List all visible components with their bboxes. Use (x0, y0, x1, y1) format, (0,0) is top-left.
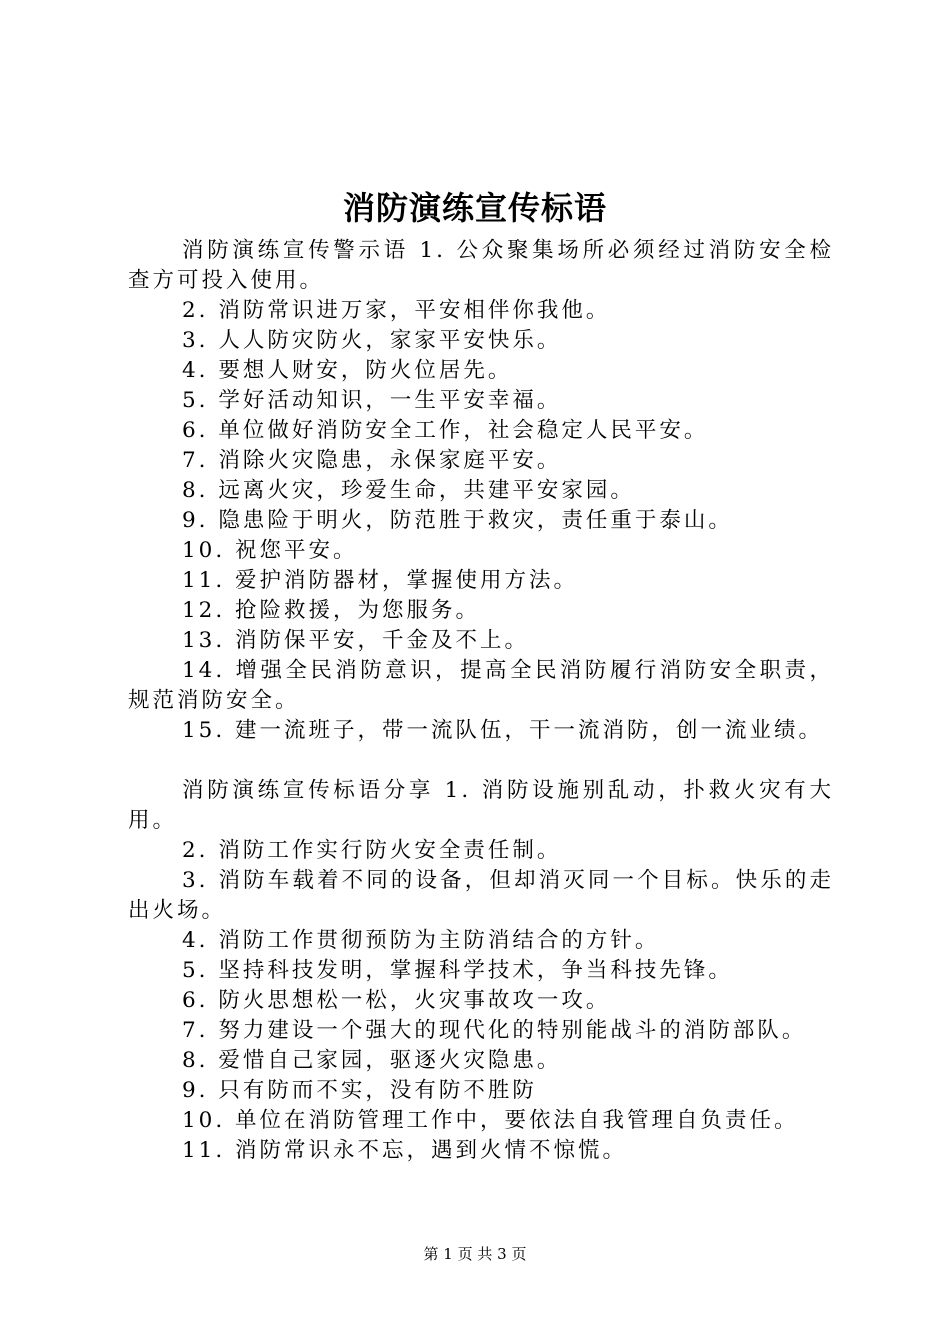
list-item: 15. 建一流班子，带一流队伍，干一流消防，创一流业绩。 (182, 718, 824, 743)
list-item: 消防演练宣传标语分享 1. 消防设施别乱动，扑救火灾有大用。 (128, 778, 834, 833)
list-item: 7. 消除火灾隐患，永保家庭平安。 (182, 448, 562, 473)
list-item: 12. 抢险救援，为您服务。 (182, 598, 481, 623)
list-item: 2. 消防常识进万家，平安相伴你我他。 (182, 298, 611, 323)
page-number: 第 1 页 共 3 页 (423, 1245, 527, 1263)
list-item: 消防演练宣传警示语 1. 公众聚集场所必须经过消防安全检查方可投入使用。 (128, 238, 834, 293)
list-item: 9. 隐患险于明火，防范胜于救灾，责任重于泰山。 (182, 508, 733, 533)
list-item: 3. 消防车载着不同的设备，但却消灭同一个目标。快乐的走出火场。 (128, 868, 834, 923)
list-item: 6. 单位做好消防安全工作，社会稳定人民平安。 (182, 418, 709, 443)
list-item: 13. 消防保平安，千金及不上。 (182, 628, 530, 653)
list-item: 11. 消防常识永不忘，遇到火情不惊慌。 (182, 1138, 628, 1163)
list-item: 11. 爱护消防器材，掌握使用方法。 (182, 568, 579, 593)
list-item: 10. 祝您平安。 (182, 538, 358, 563)
list-item: 4. 消防工作贯彻预防为主防消结合的方针。 (182, 928, 660, 953)
list-item: 3. 人人防灾防火，家家平安快乐。 (182, 328, 562, 353)
list-item: 5. 坚持科技发明，掌握科学技术，争当科技先锋。 (182, 958, 733, 983)
list-item: 8. 远离火灾，珍爱生命，共建平安家园。 (182, 478, 635, 503)
list-item: 14. 增强全民消防意识，提高全民消防履行消防安全职责，规范消防安全。 (128, 658, 834, 713)
list-item: 4. 要想人财安，防火位居先。 (182, 358, 513, 383)
list-item: 9. 只有防而不实，没有防不胜防 (182, 1078, 537, 1103)
list-item: 5. 学好活动知识，一生平安幸福。 (182, 388, 562, 413)
list-item: 2. 消防工作实行防火安全责任制。 (182, 838, 562, 863)
list-item: 7. 努力建设一个强大的现代化的特别能战斗的消防部队。 (182, 1018, 807, 1043)
page-title: 消防演练宣传标语 (342, 189, 607, 227)
section-divider (128, 746, 834, 776)
list-item: 8. 爱惜自己家园，驱逐火灾隐患。 (182, 1048, 562, 1073)
list-item: 6. 防火思想松一松，火灾事故攻一攻。 (182, 988, 611, 1013)
document-body (128, 236, 834, 1166)
list-item: 10. 单位在消防管理工作中，要依法自我管理自负责任。 (182, 1108, 799, 1133)
